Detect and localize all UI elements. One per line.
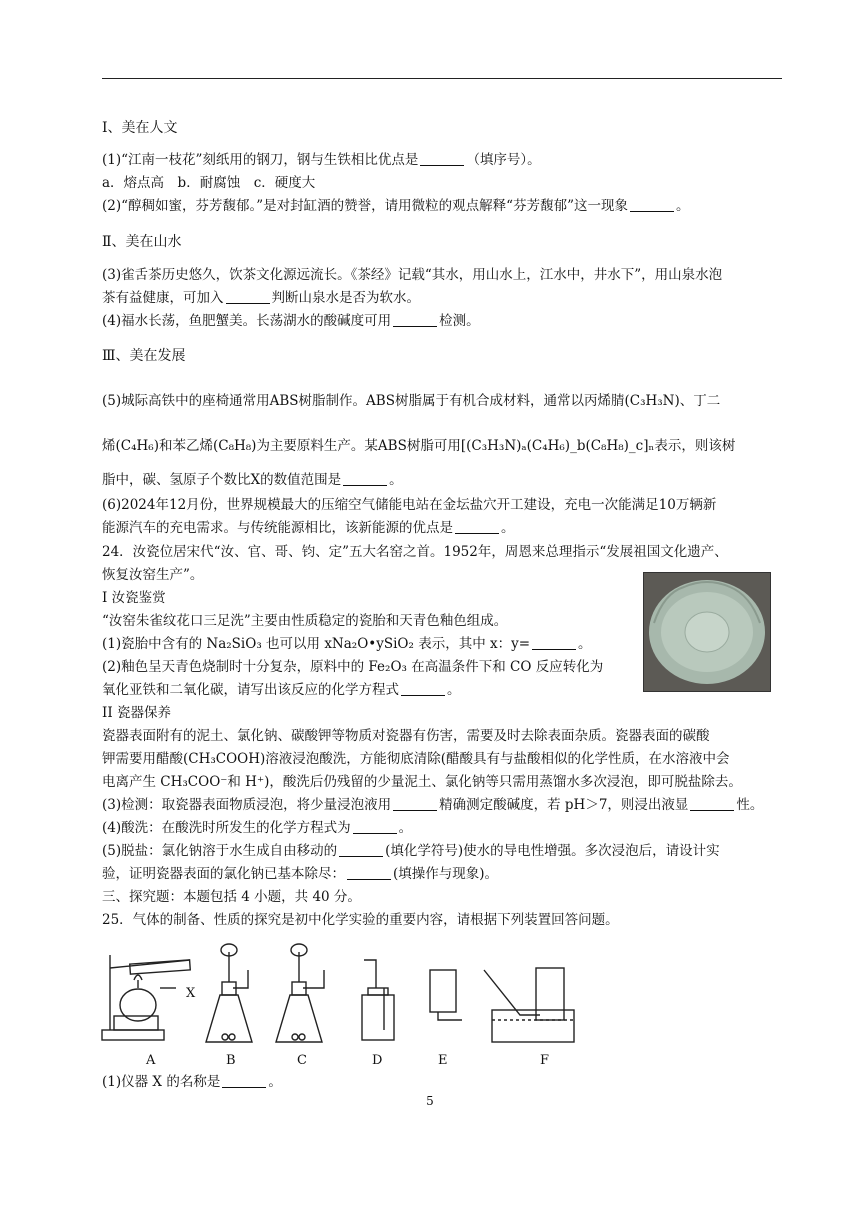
formula-c4h6: (C₄H₆) (115, 438, 159, 454)
answer-blank[interactable] (630, 197, 674, 212)
apparatus-c (276, 944, 324, 1042)
formula-abs: [(C₃H₃N)ₐ(C₄H₆)_b(C₈H₈)_c]ₙ (460, 438, 655, 454)
porcelain-washer-photo (643, 572, 771, 692)
label-d: D (372, 1053, 383, 1068)
question-5-line2: 烯(C₄H₆)和苯乙烯(C₈H₈)为主要原料生产。某ABS树脂可用[(C₃H₃N)ₐ(C₄H₆)_b(C₈H₈)_c]ₙ表示，则该树 (102, 438, 736, 454)
answer-blank[interactable] (393, 312, 437, 327)
page-number: 5 (426, 1094, 434, 1108)
answer-blank[interactable] (222, 1073, 266, 1088)
q24-question-5-line2: 验，证明瓷器表面的氯化钠已基本除尽： (填操作与现象)。 (102, 866, 499, 882)
formula-c8h8: (C₈H₈) (212, 438, 257, 454)
answer-blank[interactable] (532, 635, 576, 650)
question-3-line2: 茶有益健康，可加入 判断山泉水是否为软水。 (102, 290, 420, 306)
apparatus-a (102, 955, 190, 1040)
label-a: A (146, 1053, 156, 1068)
answer-blank[interactable] (393, 796, 437, 811)
apparatus-diagram (100, 940, 580, 1052)
label-e: E (438, 1053, 448, 1068)
q25-line1: 25．气体的制备、性质的探究是初中化学实验的重要内容，请根据下列装置回答问题。 (102, 912, 619, 928)
q24-sub2-title: II 瓷器保养 (102, 705, 171, 721)
q24-question-2-line1: (2)釉色呈天青色烧制时十分复杂，原料中的 Fe₂O₃ 在高温条件下和 CO 反应转化为 (102, 659, 604, 675)
label-f: F (540, 1053, 550, 1068)
answer-blank[interactable] (455, 519, 499, 534)
question-1-options: a．熔点高 b．耐腐蚀 c．硬度大 (102, 175, 316, 191)
answer-blank[interactable] (690, 796, 734, 811)
question-4: (4)福水长荡，鱼肥蟹美。长荡湖水的酸碱度可用 检测。 (102, 313, 480, 329)
section-title-landscape: Ⅱ、美在山水 (102, 234, 182, 250)
apparatus-e (430, 970, 462, 1020)
q24-sub1-title: I 汝瓷鉴赏 (102, 590, 166, 606)
answer-blank[interactable] (401, 681, 445, 696)
question-5-line3: 脂中，碳、氢原子个数比X的数值范围是 。 (102, 472, 403, 488)
answer-blank[interactable] (353, 819, 397, 834)
q24-para1: 瓷器表面附有的泥土、氯化钠、碳酸钾等物质对瓷器有伤害，需要及时去除表面杂质。瓷器表面的碳酸 (102, 728, 710, 744)
x-label: X (186, 986, 196, 1001)
answer-blank[interactable] (343, 471, 387, 486)
question-5-line1: (5)城际高铁中的座椅通常用ABS树脂制作。ABS树脂属于有机合成材料，通常以丙烯腈(C₃H₃N)、丁二 (102, 393, 721, 409)
q25-question-1: (1)仪器 X 的名称是 。 (102, 1074, 282, 1090)
section-title-development: Ⅲ、美在发展 (102, 348, 186, 364)
q24-question-2-line2: 氧化亚铁和二氧化碳，请写出该反应的化学方程式 。 (102, 682, 461, 698)
part3-title: 三、探究题：本题包括 4 小题，共 40 分。 (102, 889, 361, 905)
header-rule (102, 78, 782, 79)
label-c: C (297, 1053, 307, 1068)
q24-line2: 恢复汝窑生产”。 (102, 567, 204, 583)
q24-para2: 钾需要用醋酸(CH₃COOH)溶液浸泡酸洗，方能彻底清除(醋酸具有与盐酸相似的化学性质，在水溶液中会 (102, 751, 730, 767)
q24-question-3: (3)检测：取瓷器表面物质浸泡，将少量浸泡液用 精确测定酸碱度，若 pH＞7，则浸出液显 性。 (102, 797, 764, 813)
q24-question-5-line1: (5)脱盐：氯化钠溶于水生成自由移动的 (填化学符号)使水的导电性增强。多次浸泡后，请设计实 (102, 843, 720, 859)
apparatus-d (362, 960, 394, 1040)
formula-c3h3n: (C₃H₃N) (624, 393, 680, 409)
q24-question-4: (4)酸洗：在酸洗时所发生的化学方程式为 。 (102, 820, 413, 836)
answer-blank[interactable] (339, 842, 383, 857)
apparatus-b (206, 944, 252, 1042)
question-1: (1)“江南一枝花”刻纸用的钢刀，钢与生铁相比优点是 （填序号）。 (102, 152, 541, 168)
answer-blank[interactable] (420, 151, 464, 166)
section-title-humanities: Ⅰ、美在人文 (102, 120, 178, 136)
answer-blank[interactable] (347, 865, 391, 880)
label-b: B (226, 1053, 236, 1068)
question-6-line1: (6)2024年12月份，世界规模最大的压缩空气储能电站在金坛盐穴开工建设，充电一次能满足10万辆新 (102, 497, 717, 513)
question-3-line1: (3)雀舌茶历史悠久，饮茶文化源远流长。《茶经》记载“其水，用山水上，江水中，井水下”，用山泉水泡 (102, 267, 723, 283)
apparatus-f (484, 968, 574, 1042)
q24-sub1-intro: “汝窑朱雀纹花口三足洗”主要由性质稳定的瓷胎和天青色釉色组成。 (102, 613, 508, 629)
q24-para3: 电离产生 CH₃COO⁻和 H⁺)，酸洗后仍残留的少量泥土、氯化钠等只需用蒸馏水多次浸泡，即可脱盐除去。 (102, 774, 742, 790)
answer-blank[interactable] (226, 289, 270, 304)
q24-question-1: (1)瓷胎中含有的 Na₂SiO₃ 也可以用 xNa₂O•ySiO₂ 表示，其中 x：y= 。 (102, 636, 592, 652)
question-2: (2)“醇稠如蜜，芬芳馥郁。”是对封缸酒的赞誉，请用微粒的观点解释“芬芳馥郁”这一现象 。 (102, 198, 690, 214)
question-6-line2: 能源汽车的充电需求。与传统能源相比，该新能源的优点是 。 (102, 520, 515, 536)
q24-line1: 24．汝瓷位居宋代“汝、官、哥、钧、定”五大名窑之首。1952年，周恩来总理指示“发展祖国文化遗产、 (102, 544, 728, 560)
